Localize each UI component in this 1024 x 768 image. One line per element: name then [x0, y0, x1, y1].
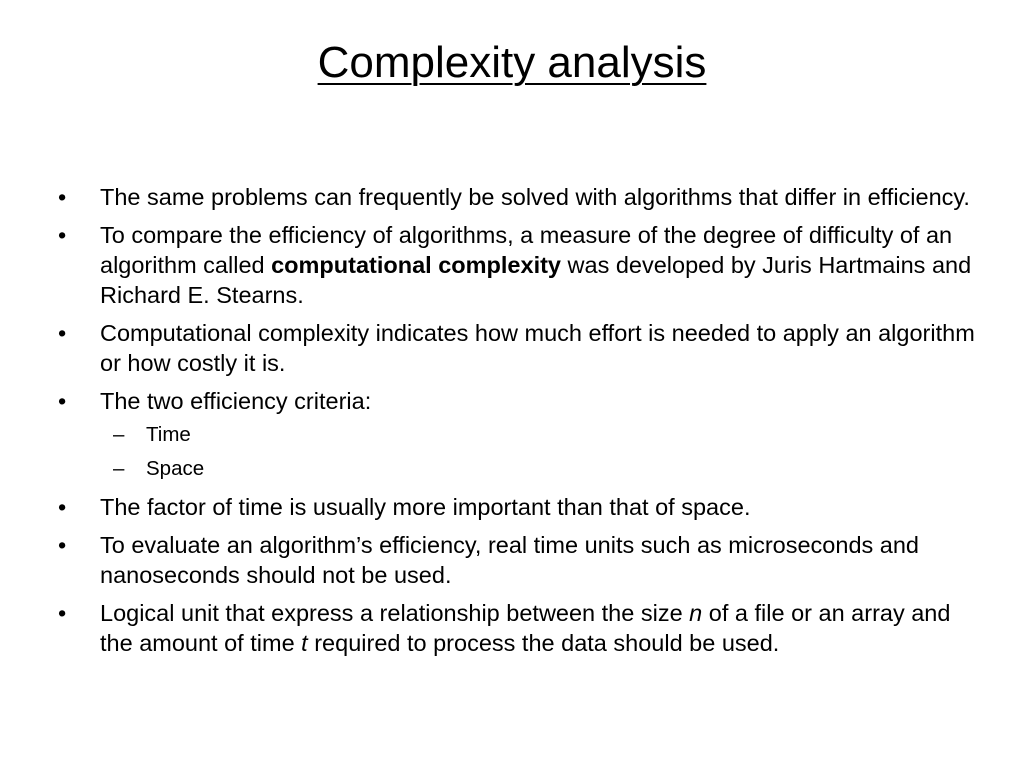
- bullet-item: [58, 318, 978, 378]
- slide-title: Complexity analysis: [317, 38, 707, 87]
- italic-variable: t: [301, 630, 308, 656]
- bullet-item: [58, 598, 978, 658]
- bullet-icon: •: [58, 388, 67, 414]
- italic-variable: n: [689, 600, 703, 626]
- sub-bullet-item: [100, 454, 978, 484]
- bullet-item: [58, 220, 978, 310]
- bullet-text: [100, 222, 971, 308]
- slide-body: [58, 182, 978, 666]
- bullet-text: The factor of time is usually more important than that of space.: [100, 494, 751, 520]
- bullet-list: [58, 182, 978, 658]
- bullet-text: [100, 600, 950, 656]
- bullet-text: Computational complexity indicates how much effort is needed to apply an algorithm or how costly it is.: [100, 320, 975, 376]
- dash-icon: –: [113, 457, 125, 480]
- bullet-text: The same problems can frequently be solved with algorithms that differ in efficiency.: [100, 184, 970, 210]
- bullet-icon: •: [58, 600, 67, 626]
- bullet-text-part: of a file or an array and the amount of time: [100, 600, 951, 656]
- bullet-item: [58, 492, 978, 522]
- sub-bullet-item: [100, 420, 978, 450]
- bullet-text: To evaluate an algorithm’s efficiency, real time units such as microseconds and nanoseconds should not be used.: [100, 532, 920, 588]
- bullet-text-part: To compare the efficiency of algorithms, a measure of the degree of difficulty of an algorithm called: [100, 222, 953, 278]
- sub-bullet-list: [100, 420, 978, 484]
- bullet-text: The two efficiency criteria:: [100, 388, 372, 414]
- bullet-icon: •: [58, 532, 67, 558]
- bullet-icon: •: [58, 494, 67, 520]
- bullet-icon: •: [58, 222, 67, 248]
- bullet-item: [58, 182, 978, 212]
- bullet-item: [58, 386, 978, 484]
- sub-bullet-text: Time: [146, 423, 191, 446]
- bold-term: computational complexity: [271, 252, 561, 278]
- bullet-item: [58, 530, 978, 590]
- sub-bullet-text: Space: [146, 457, 205, 480]
- bullet-text-part: was developed by Juris Hartmains and Richard E. Stearns.: [100, 252, 972, 308]
- dash-icon: –: [113, 423, 125, 446]
- bullet-icon: •: [58, 184, 67, 210]
- bullet-text-part: required to process the data should be used.: [307, 630, 780, 656]
- bullet-text-part: Logical unit that express a relationship between the size: [100, 600, 690, 626]
- bullet-icon: •: [58, 320, 67, 346]
